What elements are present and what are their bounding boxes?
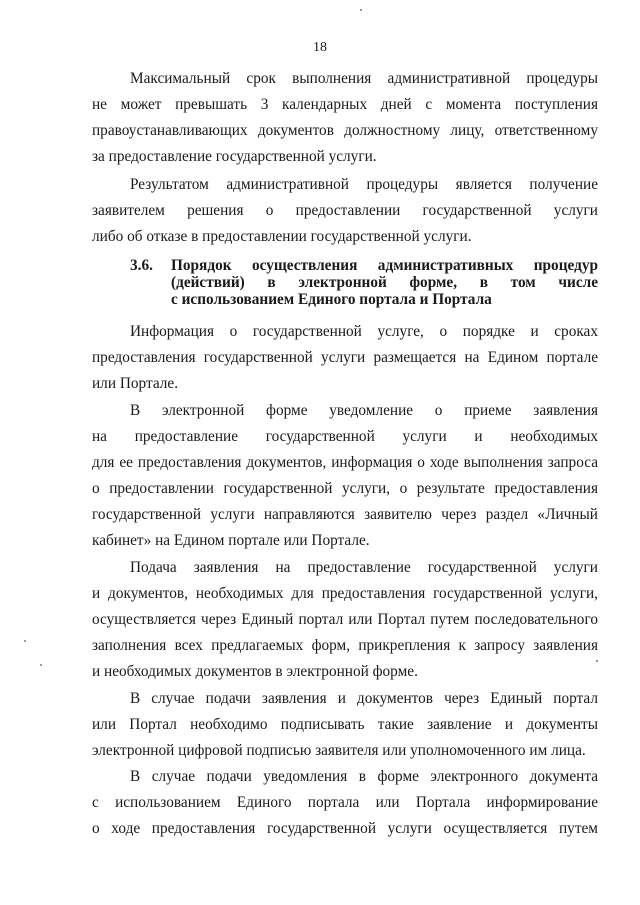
paragraph-line: предоставления государственной услуги размещается на Едином портале [92,349,598,366]
paragraph-signature [92,686,598,764]
paragraph-line: Информация о государственной услуге, о порядке и сроках [130,323,598,340]
paragraph-line: В электронной форме уведомление о приеме заявления [130,402,598,419]
paragraph-line: и необходимых документов в электронной форме. [92,663,418,680]
paragraph-line: с использованием Единого портала или Портала информирование [92,794,598,811]
page-number: 18 [313,40,327,55]
paragraph-line: электронной цифровой подписью заявителя или уполномоченного им лица. [92,742,586,759]
paragraph-line: или Портале. [92,375,179,392]
paragraph-notification [92,764,598,842]
scan-speck [360,9,362,11]
paragraph-line: за предоставление государственной услуги. [92,148,377,165]
paragraph-electronic-notice [92,398,598,554]
paragraph-result [92,172,598,250]
paragraph-line: Максимальный срок выполнения административной процедуры [130,70,598,87]
paragraph-line: государственной услуги направляются заявителю через раздел «Личный [92,506,598,523]
paragraph-line: или Портал необходимо подписывать такие заявление и документы [92,716,598,733]
paragraph-info-portal [92,319,598,397]
paragraph-line: Подача заявления на предоставление государственной услуги [130,559,598,576]
section-number: 3.6. [130,257,153,274]
paragraph-line: заявителем решения о предоставлении государственной услуги [92,202,598,219]
paragraph-line: либо об отказе в предоставлении государственной услуги. [92,228,472,245]
paragraph-line: заполнения всех предлагаемых форм, прикрепления к запросу заявления [92,637,598,654]
paragraph-line: на предоставление государственной услуги и необходимых [92,428,598,445]
section-title-line: с использованием Единого портала и Портала [171,291,492,308]
paragraph-line: для ее предоставления документов, информация о ходе выполнения запроса [92,454,598,471]
section-title [171,257,598,308]
paragraph-line: кабинет» на Едином портале или Портале. [92,532,370,549]
paragraph-line: В случае подачи заявления и документов через Единый портал [130,690,598,707]
section-title-line: (действий) в электронной форме, в том числе [171,274,598,291]
paragraph-line: правоустанавливающих документов должностному лицу, ответственному [92,122,598,139]
paragraph-line: В случае подачи уведомления в форме электронного документа [130,768,598,785]
paragraph-line: о ходе предоставления государственной услуги осуществляется путем [92,820,598,837]
paragraph-line: не может превышать 3 календарных дней с момента поступления [92,96,598,113]
paragraph-line: и документов, необходимых для предоставления государственной услуги, [92,585,598,602]
section-title-line: Порядок осуществления административных процедур [171,257,598,274]
paragraph-line: о предоставлении государственной услуги, о результате предоставления [92,480,598,497]
paragraph-max-term [92,66,598,170]
scan-speck [24,640,26,642]
scan-speck [596,660,598,662]
paragraph-submission [92,555,598,685]
paragraph-line: осуществляется через Единый портал или Портал путем последовательного [92,611,598,628]
paragraph-line: Результатом административной процедуры является получение [130,176,598,193]
scan-speck [40,664,42,666]
